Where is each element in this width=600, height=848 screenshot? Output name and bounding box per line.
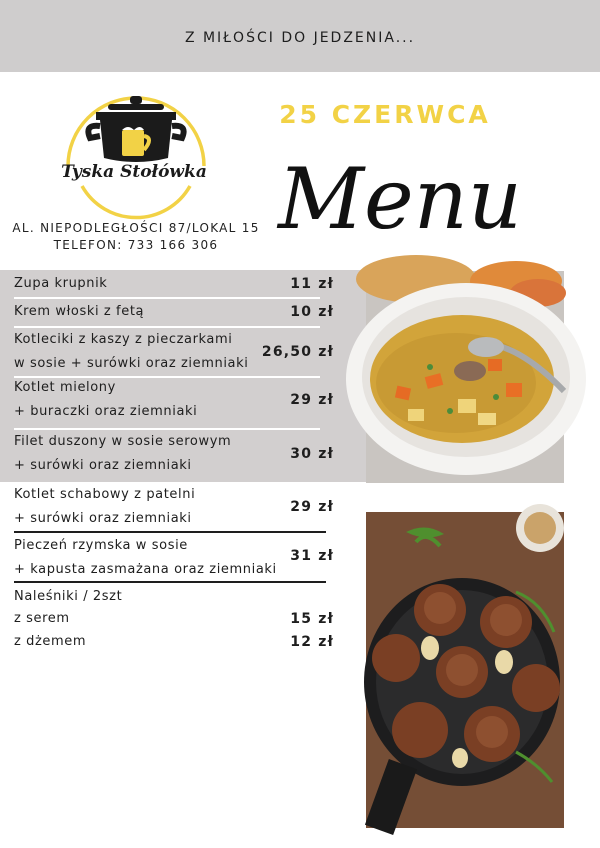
menu-item <box>14 300 336 324</box>
option-price: 15 zł <box>290 611 334 627</box>
item-name: Krem włoski z fetą <box>14 304 145 319</box>
menu-item <box>14 376 336 424</box>
menu-item <box>14 483 336 531</box>
pancakes-option <box>14 607 336 631</box>
option-price: 12 zł <box>290 634 334 650</box>
tagline: Z MIŁOŚCI DO JEDZENIA... <box>184 30 416 46</box>
address-line: AL. NIEPODLEGŁOŚCI 87/LOKAL 15 <box>12 221 260 235</box>
menu-item <box>14 430 336 478</box>
item-price: 29 zł <box>290 499 334 515</box>
brand-name: Tyska Stołówka <box>61 162 207 182</box>
option-label: z serem <box>14 611 70 626</box>
item-sides: + buraczki oraz ziemniaki <box>14 404 198 419</box>
divider <box>14 531 326 533</box>
item-price: 11 zł <box>290 276 334 292</box>
menu-item <box>14 534 336 582</box>
item-name: Pieczeń rzymska w sosie <box>14 538 188 553</box>
item-name: Filet duszony w sosie serowym <box>14 434 232 449</box>
contact-block <box>0 220 272 254</box>
item-sides: + surówki oraz ziemniaki <box>14 458 192 473</box>
item-sides: w sosie + surówki oraz ziemniaki <box>14 356 249 371</box>
item-price: 10 zł <box>290 304 334 320</box>
option-label: z dżemem <box>14 634 87 649</box>
item-price: 30 zł <box>290 446 334 462</box>
pancakes-item <box>14 585 336 609</box>
pancakes-option <box>14 630 336 654</box>
pot-mug-logo-icon <box>56 80 216 210</box>
item-name: Zupa krupnik <box>14 276 108 291</box>
menu-date: 25 CZERWCA <box>279 100 491 129</box>
menu-title-text: Menu <box>278 150 522 248</box>
item-price: 26,50 zł <box>261 344 334 360</box>
item-sides: + surówki oraz ziemniaki <box>14 511 192 526</box>
pancakes-title: Naleśniki / 2szt <box>14 589 123 604</box>
item-name: Kotlet schabowy z patelni <box>14 487 196 502</box>
soup-bowl-photo <box>366 271 564 483</box>
menu-script-title <box>270 132 522 257</box>
item-name: Kotleciki z kaszy z pieczarkami <box>14 332 233 347</box>
item-price: 31 zł <box>290 548 334 564</box>
item-price: 29 zł <box>290 392 334 408</box>
menu-item <box>14 328 336 376</box>
item-sides: + kapusta zasmażana oraz ziemniaki <box>14 562 277 577</box>
item-name: Kotlet mielony <box>14 380 116 395</box>
menu-item <box>14 272 336 296</box>
meatballs-in-pan-photo <box>366 512 564 828</box>
divider <box>14 581 326 583</box>
divider <box>14 297 320 299</box>
phone-line: TELEFON: 733 166 306 <box>53 238 219 252</box>
